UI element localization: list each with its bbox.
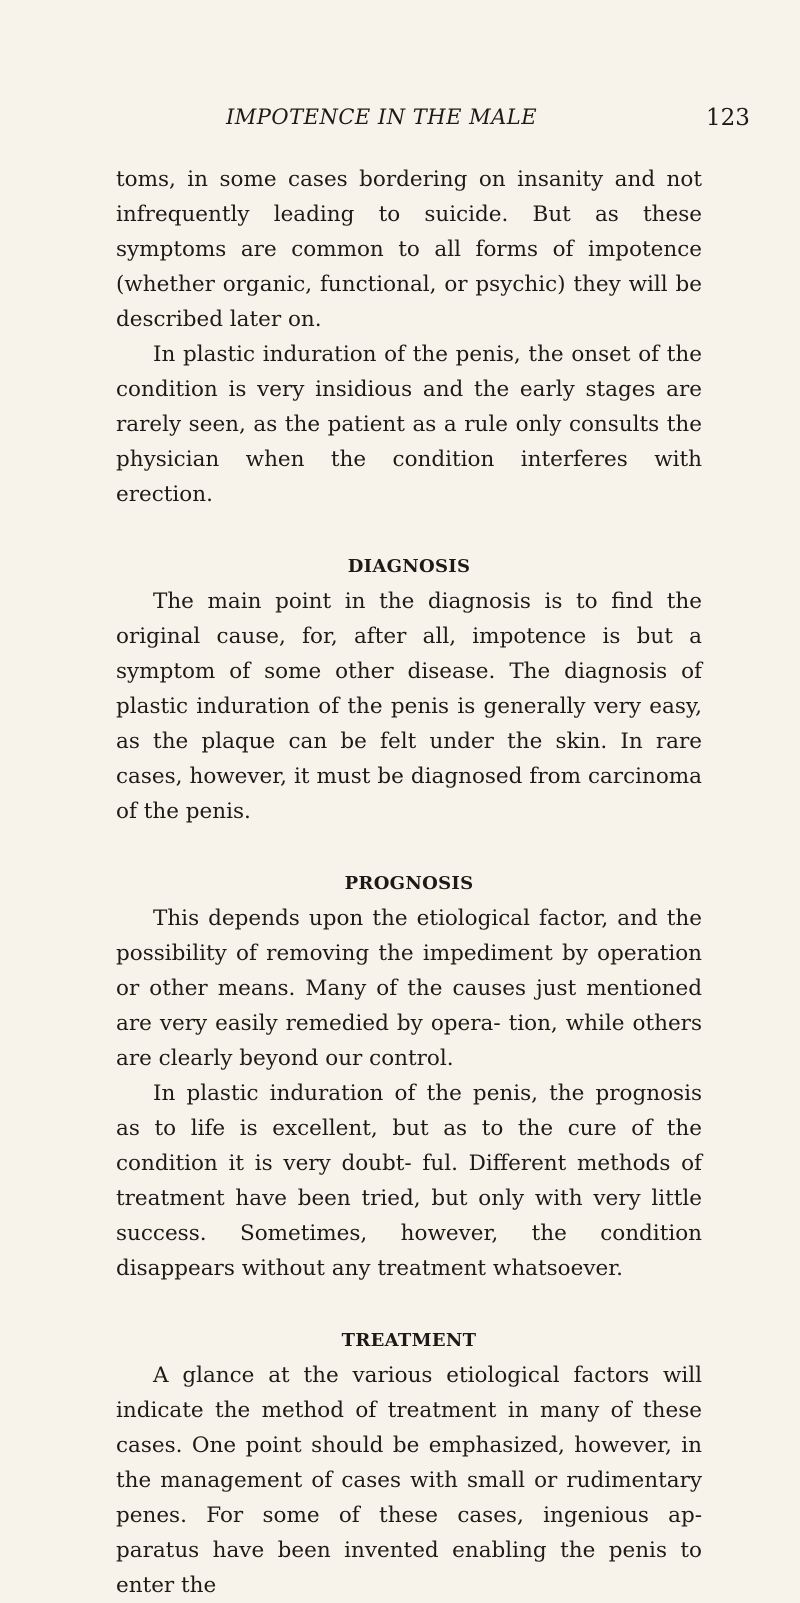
paragraph-treatment: A glance at the various etiological factors will indicate the method of treatment in many of these cases. One point should be emphasized, however, in the management of cases with small or rudimentary penes. For some of these cases, ingenious ap- paratus have been invented enabling the penis to enter the xyxy=(116,1363,702,1598)
running-head xyxy=(0,105,800,145)
paragraph-prognosis-1: This depends upon the etiological factor, and the possibility of removing the impediment by operation or other means. Many of the causes just mentioned are very easily remedied by opera- tion, while others are clearly beyond our control. xyxy=(116,906,702,1071)
paragraph-prognosis-2: In plastic induration of the penis, the prognosis as to life is excellent, but as to the cure of the condition it is very doubt- ful. Different methods of treatment have been tried, but only with very little success. Sometimes, however, the condition disappears without any treatment whatsoever. xyxy=(116,1081,702,1281)
running-title: IMPOTENCE IN THE MALE xyxy=(226,105,538,129)
heading-prognosis: PROGNOSIS xyxy=(344,873,474,894)
paragraph-onset: In plastic induration of the penis, the onset of the condition is very insidious and the early stages are rarely seen, as the patient as a rule only consults the physician when the condition interferes with erection. xyxy=(116,342,702,507)
heading-diagnosis: DIAGNOSIS xyxy=(347,556,471,577)
body-text xyxy=(116,162,702,1603)
paragraph-diagnosis: The main point in the diagnosis is to find the original cause, for, after all, impotence is but a symptom of some other disease. The diagnosis of plastic induration of the penis is generally very easy, as the plaque can be felt under the skin. In rare cases, however, it must be diagnosed from carcinoma of the penis. xyxy=(116,589,702,824)
heading-treatment: TREATMENT xyxy=(341,1330,477,1351)
paragraph-continuation: toms, in some cases bordering on insanity and not infrequently leading to suicide. But as these symptoms are common to all forms of impotence (whether organic, functional, or psychic) they will be described later on. xyxy=(116,167,702,332)
page-number: 123 xyxy=(706,105,750,131)
